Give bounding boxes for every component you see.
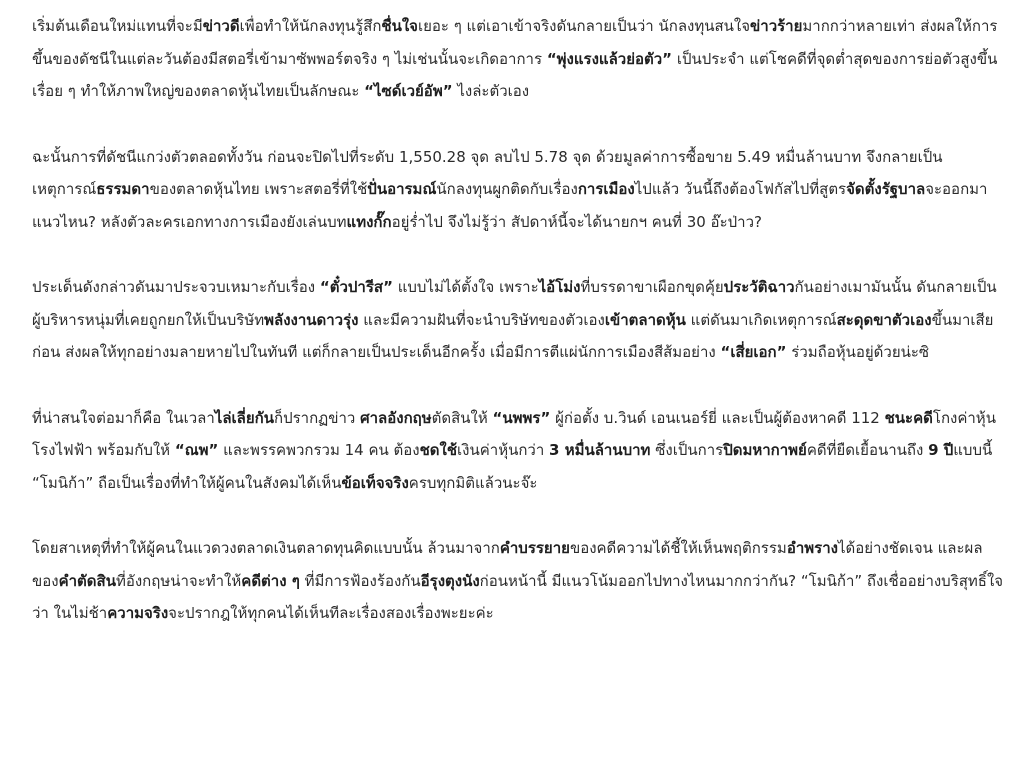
text-segment: ที่มีการฟ้องร้องกัน: [299, 571, 421, 590]
text-segment: ได้อย่างชัดเจน และผลของ: [32, 539, 983, 590]
bold-phrase: 9 ปี: [928, 441, 954, 459]
bold-phrase: “พุ่งแรงแล้วย่อตัว”: [546, 49, 673, 68]
bold-phrase: อีรุงตุงนัง: [420, 571, 480, 590]
bold-phrase: พลังงานดาวรุ่ง: [264, 310, 359, 329]
text-segment: และมีความฝันที่จะนำบริษัทของตัวเอง: [358, 310, 605, 329]
bold-phrase: “ไซด์เวย์อัพ”: [364, 82, 453, 100]
text-segment: เงินค่าหุ้นกว่า: [457, 441, 550, 459]
text-segment: ฉะนั้นการที่ดัชนีแกว่งตัวตลอดทั้งวัน ก่อนจะปิดไปที่ระดับ 1,550.28 จุด ลบไป 5.78 จุด ด้วยมูลค่าการซื้อขาย 5.49 หมื่นล้านบาท จึงกลายเป็นเหตุการณ์: [32, 147, 943, 198]
paragraph-5: [32, 532, 1004, 630]
text-segment: ก่อนหน้านี้ มีแนวโน้มออกไปทางไหนมากกว่ากัน? “โมนิก้า” ถึงเชื่ออย่างบริสุทธิ์ใจว่า ในไม่ช้า: [32, 571, 1004, 622]
text-segment: ขึ้นมาเสียก่อน ส่งผลให้ทุกอย่างมลายหายไปในทันที แต่ก็กลายเป็นประเด็นอีกครั้ง เมื่อมีการตีแผ่นักการเมืองสีส้มอย่าง: [32, 310, 994, 361]
bold-phrase: ข้อเท็จจริง: [341, 473, 409, 492]
article-body: [32, 10, 1004, 630]
bold-phrase: จัดตั้งรัฐบาล: [846, 180, 926, 198]
bold-phrase: 3 หมื่นล้านบาท: [549, 441, 651, 459]
text-segment: ไงล่ะตัวเอง: [452, 82, 530, 100]
text-segment: แบบนี้ “โมนิก้า” ถือเป็นเรื่องที่ทำให้ผู้คนในสังคมได้เห็น: [32, 441, 993, 492]
bold-phrase: “เสี่ยเอก”: [720, 343, 787, 361]
paragraph-1: [32, 10, 1004, 108]
paragraph-3: [32, 271, 1004, 369]
text-segment: มากกว่าหลายเท่า ส่งผลให้การขึ้นของดัชนีในแต่ละวันต้องมีสตอรี่เข้ามาซัพพอร์ตจริง ๆ ไม่เช่นนั้นจะเกิดอาการ: [32, 17, 998, 68]
text-segment: ก็ปรากฏข่าว: [273, 408, 361, 427]
text-segment: นักลงทุนผูกติดกับเรื่อง: [436, 180, 578, 198]
text-segment: เริ่มต้นเดือนใหม่แทนที่จะมี: [32, 17, 203, 35]
bold-phrase: ข่าวร้าย: [750, 17, 803, 35]
text-segment: ซึ่งเป็นการ: [650, 441, 724, 459]
text-segment: แบบไม่ได้ตั้งใจ เพราะ: [392, 278, 539, 296]
text-segment: เยอะ ๆ แต่เอาเข้าจริงดันกลายเป็นว่า นักลงทุนสนใจ: [417, 17, 751, 35]
bold-phrase: ชนะคดี: [884, 408, 933, 427]
bold-phrase: ประวัติฉาว: [723, 278, 795, 296]
bold-phrase: สะดุดขาตัวเอง: [836, 310, 932, 329]
text-segment: ไปแล้ว วันนี้ถึงต้องโฟกัสไปที่สูตร: [634, 180, 847, 198]
bold-phrase: คำบรรยาย: [499, 539, 570, 557]
bold-phrase: “นพพร”: [492, 408, 551, 427]
bold-phrase: “ณพ”: [174, 441, 219, 459]
paragraph-4: [32, 402, 1004, 500]
text-segment: ของคดีความได้ชี้ให้เห็นพฤติกรรม: [569, 539, 787, 557]
text-segment: จะออกมาแนวไหน? หลังตัวละครเอกทางการเมืองยังเล่นบท: [32, 180, 988, 231]
bold-phrase: ศาลอังกฤษ: [360, 408, 432, 427]
paragraph-2: [32, 141, 1004, 239]
text-segment: ผู้ก่อตั้ง บ.วินด์ เอนเนอร์ยี่ และเป็นผู้ต้องหาคดี 112: [550, 408, 885, 427]
text-segment: กันอย่างเมามันนั้น ดันกลายเป็นผู้บริหารหนุ่มที่เคยถูกยกให้เป็นบริษัท: [32, 278, 997, 329]
text-segment: ที่บรรดาขาเผือกขุดคุ้ย: [580, 278, 724, 296]
text-segment: ที่น่าสนใจต่อมาก็คือ ในเวลา: [32, 408, 215, 427]
bold-phrase: คำตัดสิน: [58, 571, 116, 590]
bold-phrase: อำพราง: [786, 539, 838, 557]
bold-phrase: เข้าตลาดหุ้น: [604, 310, 686, 329]
text-segment: ของตลาดหุ้นไทย เพราะสตอรี่ที่ใช้: [149, 180, 368, 198]
text-segment: โกงค่าหุ้นโรงไฟฟ้า พร้อมกับให้: [32, 408, 996, 459]
bold-phrase: ความจริง: [107, 604, 169, 622]
text-segment: ตัดสินให้: [431, 408, 493, 427]
bold-phrase: การเมือง: [577, 180, 635, 198]
bold-phrase: ชดใช้: [419, 441, 458, 459]
text-segment: อยู่ร่ำไป จึงไม่รู้ว่า สัปดาห์นี้จะได้นายกฯ คนที่ 30 อ๊ะป่าว?: [391, 212, 762, 231]
bold-phrase: ปั่นอารมณ์: [367, 180, 437, 198]
text-segment: เพื่อทำให้นักลงทุนรู้สึก: [239, 17, 382, 35]
text-segment: โดยสาเหตุที่ทำให้ผู้คนในแวดวงตลาดเงินตลาดทุนคิดแบบนั้น ล้วนมาจาก: [32, 539, 500, 557]
text-segment: เป็นประจำ แต่โชคดีที่จุดต่ำสุดของการย่อตัวสูงขึ้นเรื่อย ๆ ทำให้ภาพใหญ่ของตลาดหุ้นไทยเป็นลักษณะ: [32, 49, 998, 100]
bold-phrase: ปิดมหากาพย์: [723, 441, 807, 459]
bold-phrase: แทงกั๊ก: [346, 212, 392, 231]
bold-phrase: ชื่นใจ: [381, 17, 418, 35]
text-segment: ครบทุกมิติแล้วนะจ๊ะ: [408, 473, 538, 492]
bold-phrase: ไล่เลี่ยกัน: [214, 408, 274, 427]
text-segment: ที่อังกฤษน่าจะทำให้: [115, 571, 242, 590]
bold-phrase: ข่าวดี: [202, 17, 240, 35]
text-segment: ประเด็นดังกล่าวดันมาประจวบเหมาะกับเรื่อง: [32, 278, 320, 296]
bold-phrase: คดีต่าง ๆ: [241, 571, 300, 590]
bold-phrase: ธรรมดา: [96, 180, 150, 198]
bold-phrase: ไอ้โม่ง: [538, 278, 581, 296]
text-segment: ร่วมถือหุ้นอยู่ด้วยน่ะซิ: [786, 343, 930, 361]
text-segment: และพรรคพวกรวม 14 คน ต้อง: [218, 441, 420, 459]
text-segment: แต่ดันมาเกิดเหตุการณ์: [685, 310, 837, 329]
bold-phrase: “ตั๋วปารีส”: [319, 278, 393, 296]
text-segment: จะปรากฎให้ทุกคนได้เห็นทีละเรื่องสองเรื่องพะยะค่ะ: [168, 604, 494, 622]
text-segment: คดีที่ยืดเยื้อนานถึง: [806, 441, 929, 459]
